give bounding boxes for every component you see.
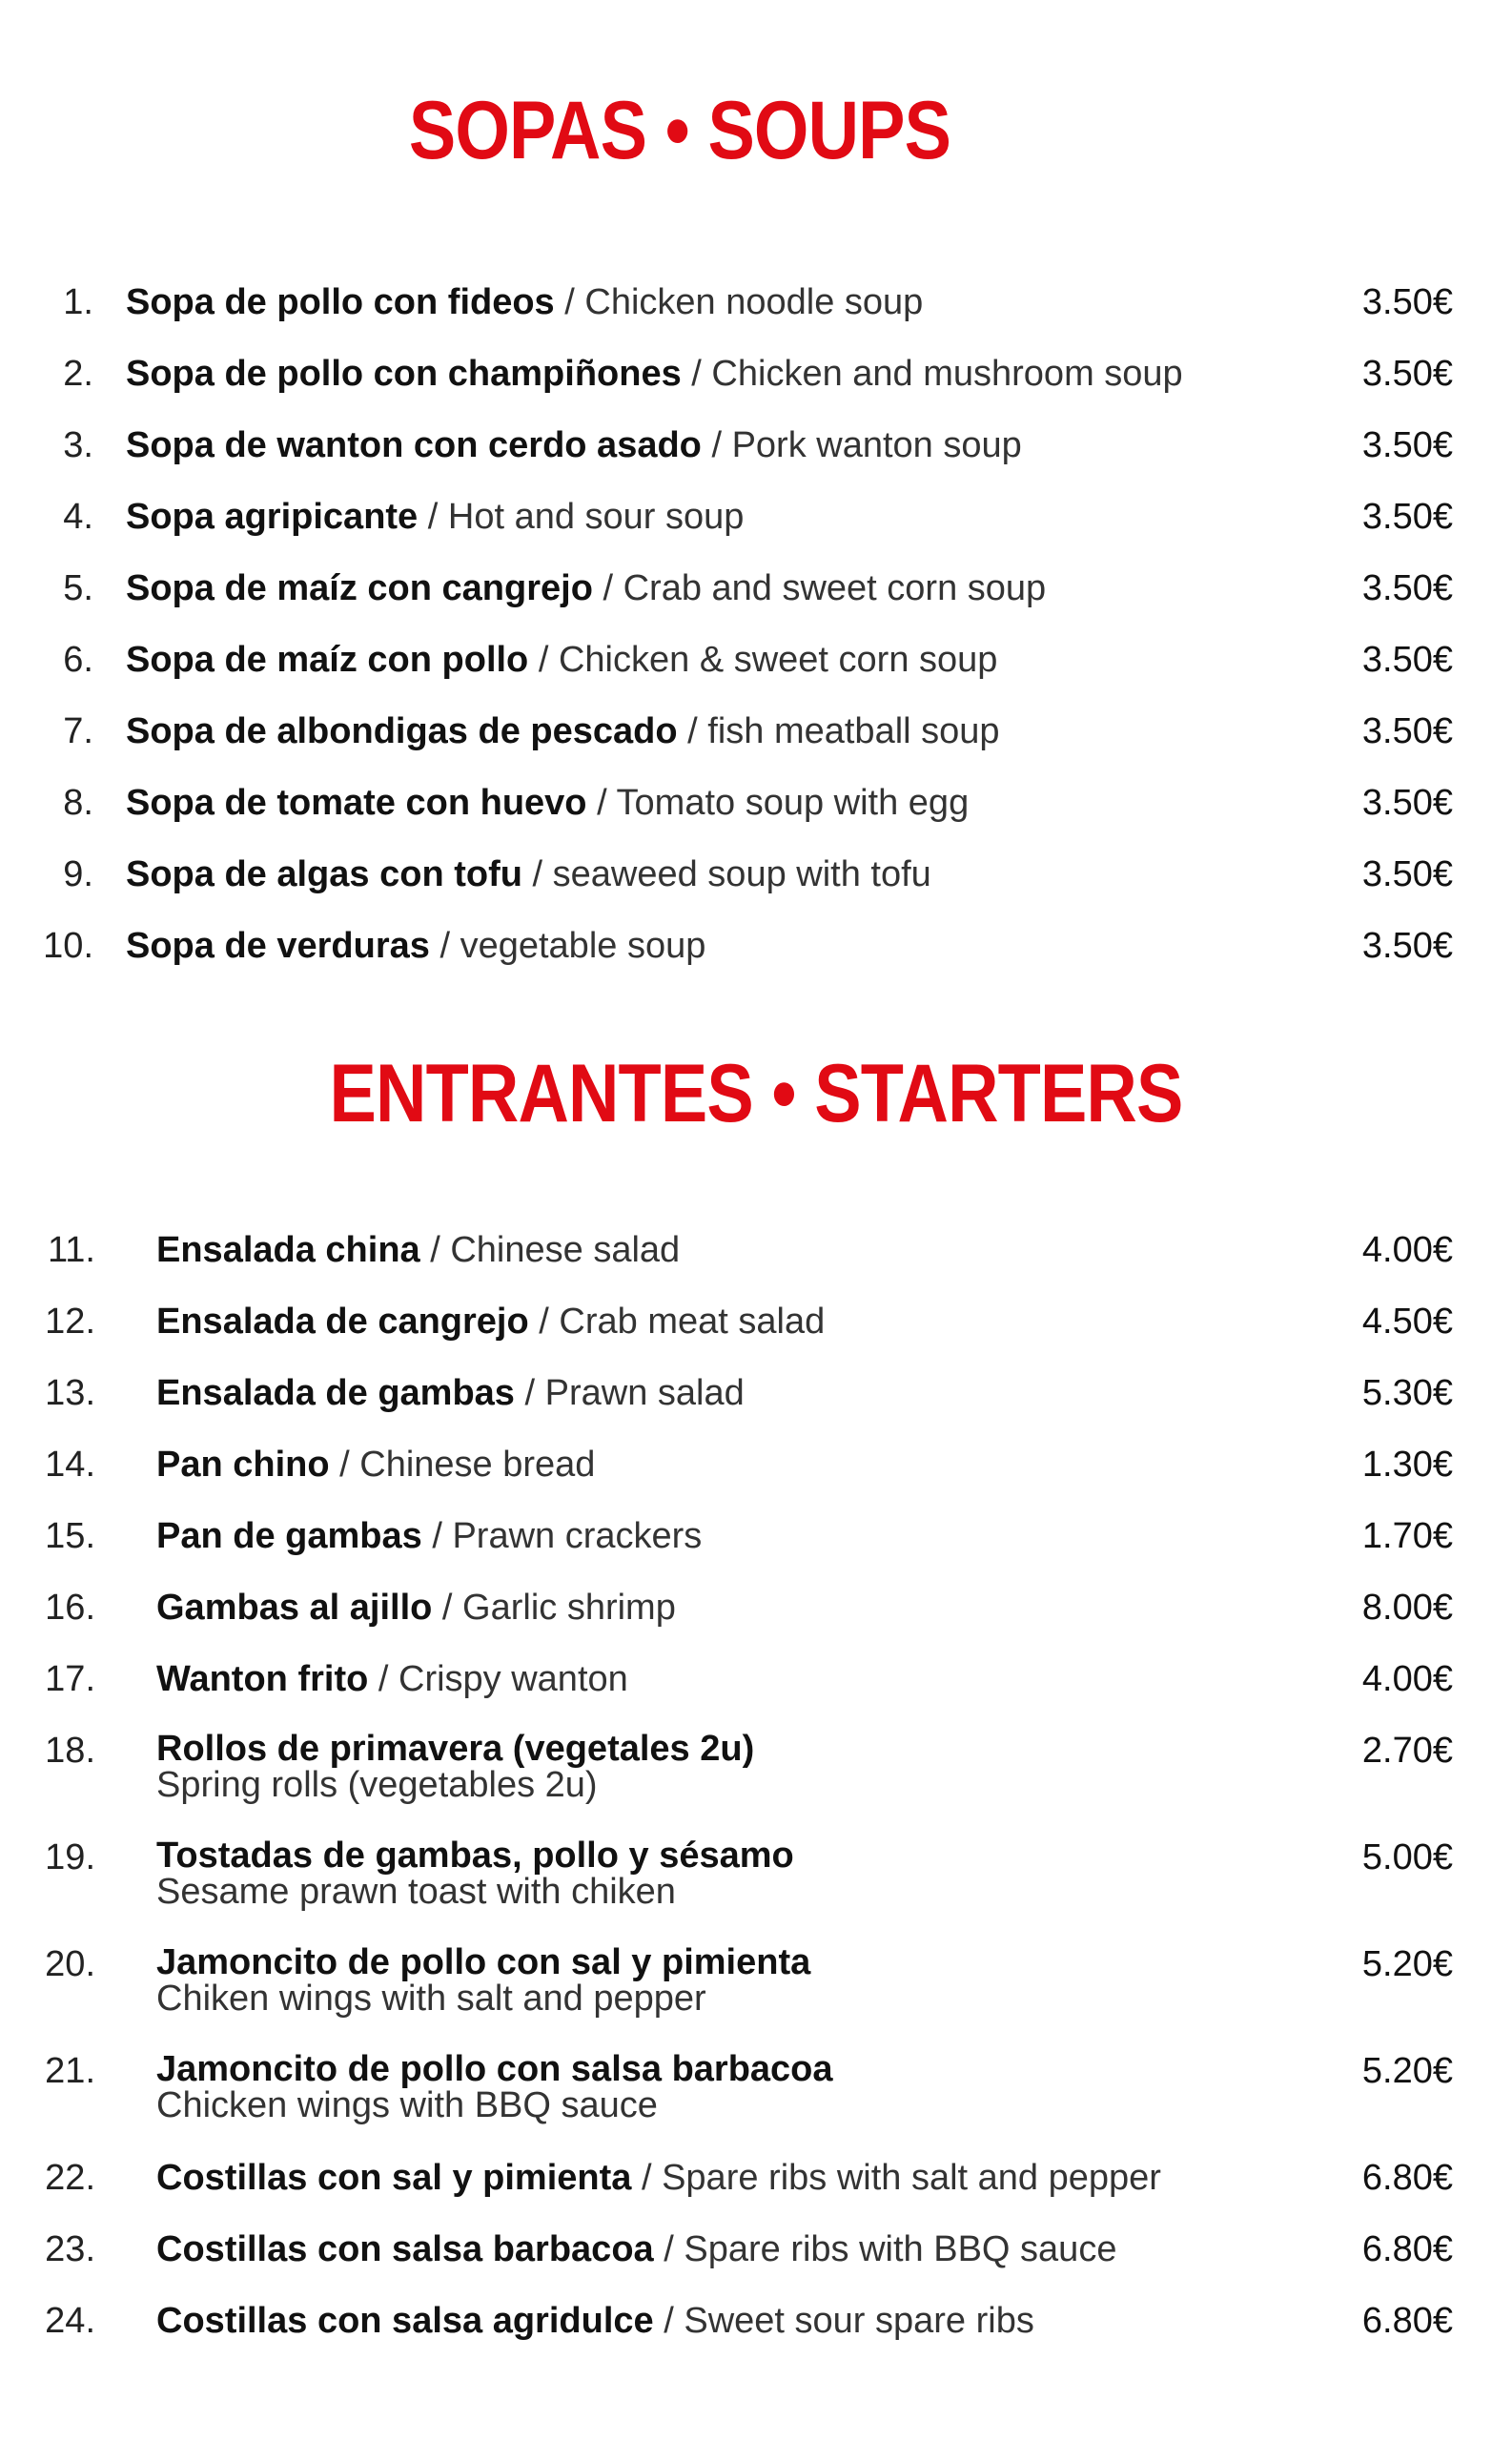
name-separator: / bbox=[528, 1302, 560, 1342]
item-name-spanish: Jamoncito de pollo con sal y pimienta bbox=[156, 1942, 811, 1982]
item-number: 15. bbox=[45, 1516, 95, 1556]
item-name bbox=[126, 640, 997, 681]
name-separator: / bbox=[681, 354, 712, 394]
item-name-english: Sweet sour spare ribs bbox=[684, 2301, 1034, 2341]
item-price: 4.00€ bbox=[1361, 1230, 1453, 1270]
item-name bbox=[126, 783, 969, 824]
item-price: 5.00€ bbox=[1361, 1837, 1453, 1877]
item-name-english: Chicken noodle soup bbox=[584, 282, 924, 322]
item-name-spanish: Sopa de albondigas de pescado bbox=[126, 711, 678, 751]
item-number: 7. bbox=[63, 711, 93, 751]
item-price: 8.00€ bbox=[1361, 1588, 1453, 1628]
item-name-spanish: Gambas al ajillo bbox=[156, 1588, 433, 1628]
item-price: 5.20€ bbox=[1361, 1944, 1453, 1984]
item-price: 5.30€ bbox=[1361, 1373, 1453, 1413]
item-name-spanish: Tostadas de gambas, pollo y sésamo bbox=[156, 1836, 794, 1876]
name-separator: / bbox=[368, 1659, 398, 1699]
item-name bbox=[156, 1445, 595, 1486]
menu-item bbox=[0, 568, 1512, 635]
item-name-spanish: Sopa de maíz con pollo bbox=[126, 640, 529, 680]
name-separator: / bbox=[653, 2229, 684, 2269]
item-name-english: Chinese bread bbox=[359, 1445, 596, 1485]
name-separator: / bbox=[521, 854, 553, 894]
item-name bbox=[156, 2301, 1034, 2342]
menu-item bbox=[0, 1516, 1512, 1583]
item-number: 5. bbox=[63, 568, 93, 608]
item-price: 3.50€ bbox=[1361, 711, 1453, 751]
name-separator: / bbox=[429, 926, 460, 966]
item-price: 3.50€ bbox=[1361, 497, 1453, 537]
item-price: 3.50€ bbox=[1361, 926, 1453, 966]
item-name-spanish: Sopa agripicante bbox=[126, 497, 419, 537]
menu-item bbox=[0, 1445, 1512, 1511]
menu-item bbox=[0, 425, 1512, 492]
menu-item bbox=[0, 783, 1512, 850]
menu-item bbox=[0, 1659, 1512, 1726]
item-name bbox=[156, 2051, 833, 2123]
item-number: 8. bbox=[63, 783, 93, 823]
item-name-english: Chinese salad bbox=[450, 1230, 681, 1270]
item-number: 18. bbox=[45, 1731, 95, 1771]
section-title-soups: SOPAS • SOUPS bbox=[408, 85, 951, 176]
item-name bbox=[126, 568, 1046, 609]
item-number: 1. bbox=[63, 282, 93, 322]
item-name-english: Pork wanton soup bbox=[731, 425, 1022, 465]
item-name bbox=[126, 926, 705, 967]
item-price: 3.50€ bbox=[1361, 854, 1453, 894]
item-price: 3.50€ bbox=[1361, 425, 1453, 465]
menu-item bbox=[0, 2301, 1512, 2368]
item-number: 14. bbox=[45, 1445, 95, 1485]
item-name bbox=[156, 1302, 825, 1343]
item-name-english: Hot and sour soup bbox=[447, 497, 745, 537]
item-name-english: Sesame prawn toast with chiken bbox=[156, 1872, 676, 1912]
item-name-english: fish meatball soup bbox=[707, 711, 1000, 751]
item-name-spanish: Sopa de maíz con cangrejo bbox=[126, 568, 593, 608]
item-number: 13. bbox=[45, 1373, 95, 1413]
item-name-english: seaweed soup with tofu bbox=[552, 854, 931, 894]
item-name-english: Tomato soup with egg bbox=[616, 783, 970, 823]
item-name-english: Spare ribs with BBQ sauce bbox=[684, 2229, 1117, 2269]
item-number: 12. bbox=[45, 1302, 95, 1342]
item-name bbox=[126, 854, 931, 895]
menu-item bbox=[0, 711, 1512, 778]
item-name-spanish: Sopa de verduras bbox=[126, 926, 430, 966]
menu-item bbox=[0, 497, 1512, 564]
item-number: 17. bbox=[45, 1659, 95, 1699]
item-number: 3. bbox=[63, 425, 93, 465]
menu-item bbox=[0, 2229, 1512, 2296]
menu-item bbox=[0, 1230, 1512, 1297]
item-number: 22. bbox=[45, 2158, 95, 2198]
name-separator: / bbox=[677, 711, 708, 751]
name-separator: / bbox=[432, 1588, 463, 1628]
item-name-english: Chicken & sweet corn soup bbox=[558, 640, 998, 680]
item-number: 21. bbox=[45, 2051, 95, 2091]
item-number: 11. bbox=[47, 1230, 95, 1270]
item-name-english: Crab meat salad bbox=[559, 1302, 826, 1342]
item-name-english: Spring rolls (vegetables 2u) bbox=[156, 1765, 598, 1805]
item-name-spanish: Ensalada china bbox=[156, 1230, 420, 1270]
item-name-spanish: Ensalada de gambas bbox=[156, 1373, 515, 1413]
item-number: 16. bbox=[45, 1588, 95, 1628]
section-title-starters: ENTRANTES • STARTERS bbox=[329, 1048, 1183, 1139]
item-name-english: Crispy wanton bbox=[398, 1659, 628, 1699]
menu-item bbox=[0, 640, 1512, 707]
item-price: 2.70€ bbox=[1361, 1731, 1453, 1771]
item-name-english: Crab and sweet corn soup bbox=[623, 568, 1047, 608]
item-price: 4.50€ bbox=[1361, 1302, 1453, 1342]
item-name-spanish: Rollos de primavera (vegetales 2u) bbox=[156, 1729, 755, 1769]
name-separator: / bbox=[586, 783, 617, 823]
name-separator: / bbox=[631, 2158, 663, 2198]
item-name-spanish: Ensalada de cangrejo bbox=[156, 1302, 529, 1342]
item-number: 19. bbox=[45, 1837, 95, 1877]
name-separator: / bbox=[592, 568, 623, 608]
item-name-english: Prawn salad bbox=[544, 1373, 745, 1413]
item-name-spanish: Costillas con salsa agridulce bbox=[156, 2301, 654, 2341]
item-name-english: Garlic shrimp bbox=[462, 1588, 676, 1628]
item-name bbox=[126, 354, 1183, 395]
menu-item bbox=[0, 354, 1512, 421]
item-price: 1.30€ bbox=[1361, 1445, 1453, 1485]
item-name-spanish: Sopa de pollo con champiñones bbox=[126, 354, 682, 394]
item-number: 6. bbox=[63, 640, 93, 680]
item-price: 6.80€ bbox=[1361, 2301, 1453, 2341]
item-name bbox=[156, 1731, 754, 1803]
item-name bbox=[156, 1944, 810, 2017]
item-name-english: Spare ribs with salt and pepper bbox=[662, 2158, 1161, 2198]
item-name-english: Chicken wings with BBQ sauce bbox=[156, 2085, 658, 2125]
menu-item bbox=[0, 1836, 1512, 1912]
name-separator: / bbox=[554, 282, 585, 322]
item-number: 24. bbox=[45, 2301, 95, 2341]
item-number: 23. bbox=[45, 2229, 95, 2269]
item-name-spanish: Sopa de algas con tofu bbox=[126, 854, 522, 894]
item-price: 3.50€ bbox=[1361, 783, 1453, 823]
item-name bbox=[156, 1516, 702, 1557]
item-name-spanish: Sopa de wanton con cerdo asado bbox=[126, 425, 702, 465]
menu-item bbox=[0, 1373, 1512, 1440]
name-separator: / bbox=[418, 497, 448, 537]
item-number: 20. bbox=[45, 1944, 95, 1984]
item-name-english: Chicken and mushroom soup bbox=[711, 354, 1183, 394]
item-name-english: Prawn crackers bbox=[452, 1516, 703, 1556]
item-name-spanish: Costillas con salsa barbacoa bbox=[156, 2229, 654, 2269]
item-number: 4. bbox=[63, 497, 93, 537]
item-name bbox=[156, 1373, 745, 1414]
item-name bbox=[126, 282, 923, 323]
item-number: 10. bbox=[43, 926, 93, 966]
name-separator: / bbox=[421, 1516, 453, 1556]
item-name bbox=[126, 711, 1000, 752]
menu-item bbox=[0, 1729, 1512, 1805]
menu-item bbox=[0, 926, 1512, 993]
item-name bbox=[156, 2229, 1116, 2270]
item-price: 3.50€ bbox=[1361, 568, 1453, 608]
name-separator: / bbox=[653, 2301, 684, 2341]
item-name bbox=[156, 1837, 794, 1910]
item-name-spanish: Pan de gambas bbox=[156, 1516, 422, 1556]
name-separator: / bbox=[329, 1445, 360, 1485]
item-name-spanish: Jamoncito de pollo con salsa barbacoa bbox=[156, 2049, 833, 2089]
item-name-spanish: Wanton frito bbox=[156, 1659, 369, 1699]
name-separator: / bbox=[514, 1373, 545, 1413]
item-name-english: Chiken wings with salt and pepper bbox=[156, 1979, 706, 2019]
item-name bbox=[156, 1659, 628, 1700]
menu-item bbox=[0, 2049, 1512, 2125]
menu-item bbox=[0, 1942, 1512, 2019]
item-name-spanish: Pan chino bbox=[156, 1445, 330, 1485]
menu-item bbox=[0, 1588, 1512, 1654]
item-name-english: vegetable soup bbox=[460, 926, 706, 966]
item-price: 3.50€ bbox=[1361, 354, 1453, 394]
name-separator: / bbox=[419, 1230, 451, 1270]
item-name bbox=[156, 1230, 680, 1271]
item-name bbox=[126, 425, 1022, 466]
item-name bbox=[156, 2158, 1161, 2199]
item-name-spanish: Sopa de tomate con huevo bbox=[126, 783, 587, 823]
menu-item bbox=[0, 1302, 1512, 1368]
item-price: 4.00€ bbox=[1361, 1659, 1453, 1699]
item-name bbox=[156, 1588, 676, 1629]
menu-item bbox=[0, 282, 1512, 349]
item-name bbox=[126, 497, 744, 538]
item-price: 6.80€ bbox=[1361, 2158, 1453, 2198]
menu-item bbox=[0, 2158, 1512, 2225]
item-name-spanish: Costillas con sal y pimienta bbox=[156, 2158, 632, 2198]
item-name-spanish: Sopa de pollo con fideos bbox=[126, 282, 555, 322]
menu-item bbox=[0, 854, 1512, 921]
item-price: 5.20€ bbox=[1361, 2051, 1453, 2091]
item-number: 9. bbox=[63, 854, 93, 894]
item-number: 2. bbox=[63, 354, 93, 394]
name-separator: / bbox=[701, 425, 732, 465]
item-price: 3.50€ bbox=[1361, 640, 1453, 680]
item-price: 3.50€ bbox=[1361, 282, 1453, 322]
name-separator: / bbox=[528, 640, 559, 680]
item-price: 6.80€ bbox=[1361, 2229, 1453, 2269]
item-price: 1.70€ bbox=[1361, 1516, 1453, 1556]
